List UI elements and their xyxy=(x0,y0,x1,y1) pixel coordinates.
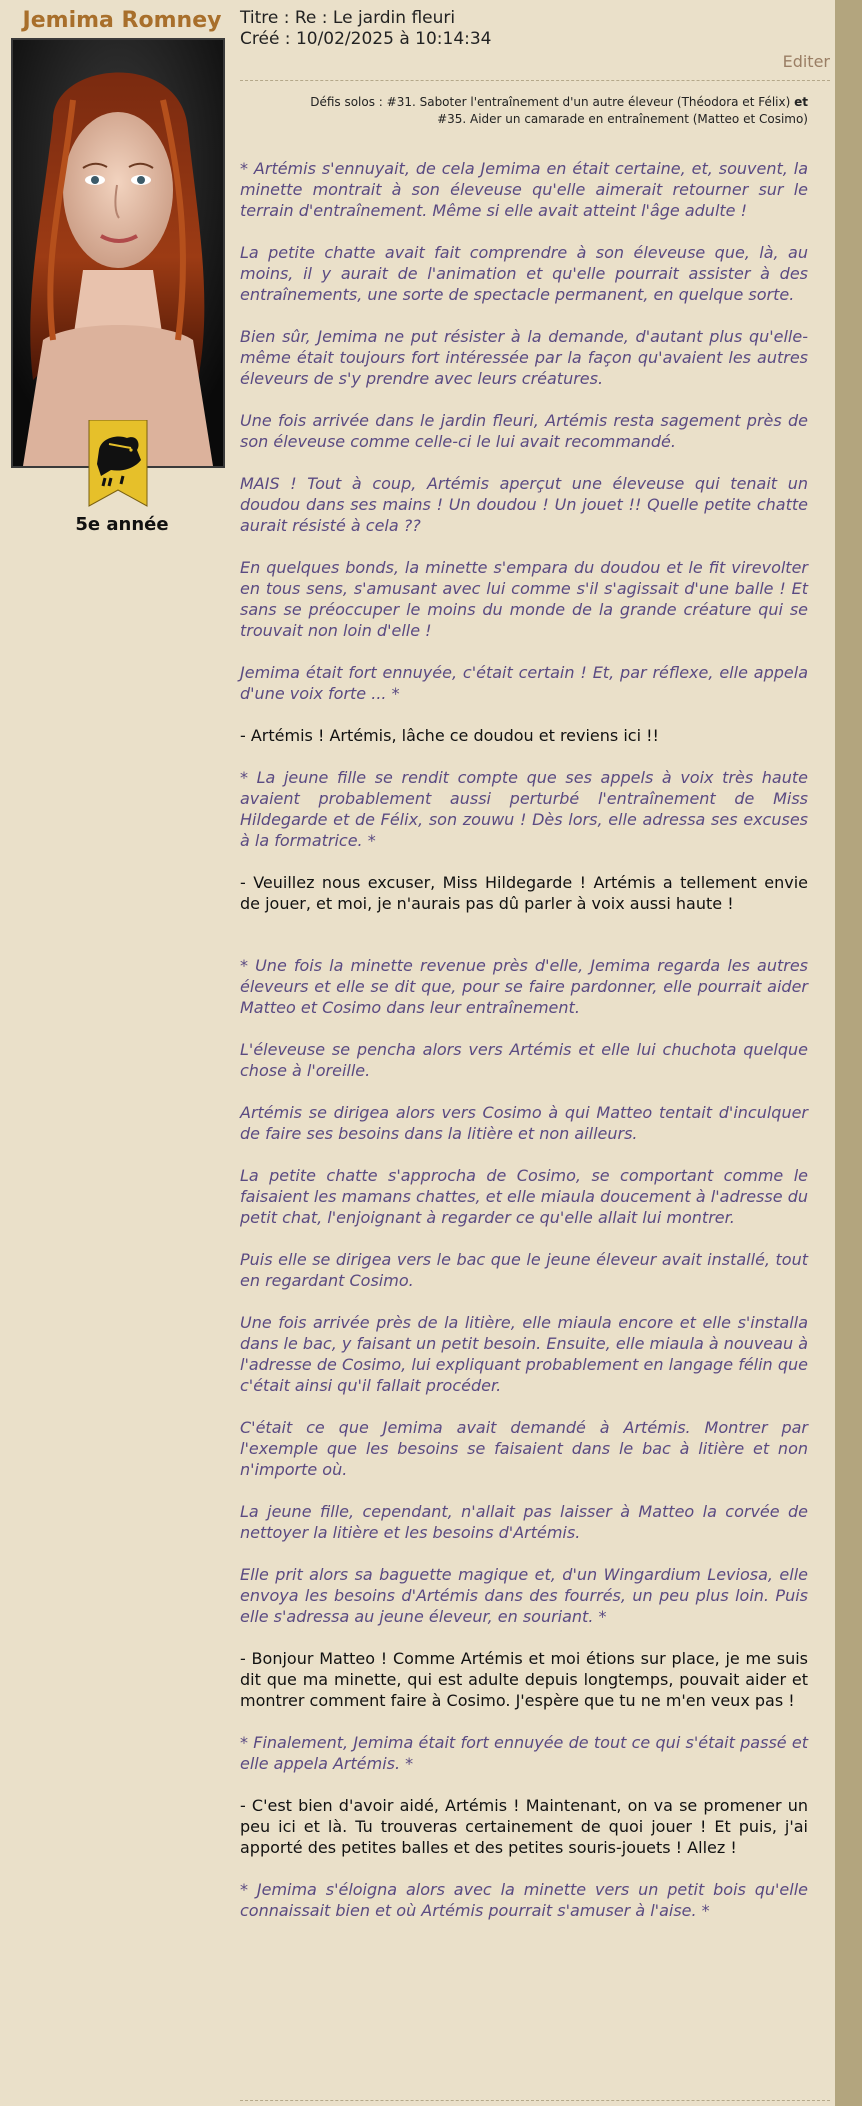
challenge-35: #35. Aider un camarade en entraînement (Matteo et Cosimo) xyxy=(437,112,808,126)
author-name[interactable]: Jemima Romney xyxy=(22,8,222,33)
post-paragraph: La petite chatte avait fait comprendre à son éleveuse que, là, au moins, il y aurait de l'animation et qu'elle pourrait assister à des entraînements, une sorte de spectacle permanent, en quelque sorte. xyxy=(240,243,808,304)
post-paragraph: La jeune fille, cependant, n'allait pas laisser à Matteo la corvée de nettoyer la litière et les besoins d'Artémis. xyxy=(240,1502,808,1542)
post-title: Titre : Re : Le jardin fleuri xyxy=(240,8,456,28)
post-paragraph: * Finalement, Jemima était fort ennuyée de tout ce qui s'était passé et elle appela Artémis. * xyxy=(240,1733,808,1773)
dialogue-line: - Veuillez nous excuser, Miss Hildegarde ! Artémis a tellement envie de jouer, et moi, je n'aurais pas dû parler à voix aussi haute ! xyxy=(240,873,808,913)
post-body xyxy=(240,158,808,1942)
dialogue-line: - Artémis ! Artémis, lâche ce doudou et reviens ici !! xyxy=(240,726,659,745)
post-paragraph: La petite chatte s'approcha de Cosimo, se comportant comme le faisaient les mamans chattes, et elle miaula doucement à l'adresse du petit chat, l'enjoignant à regarder ce qu'elle allait lui montrer. xyxy=(240,1166,808,1227)
post xyxy=(240,8,830,1920)
edit-button[interactable]: Editer xyxy=(782,52,830,71)
post-paragraph: * Artémis s'ennuyait, de cela Jemima en était certaine, et, souvent, la minette montrait à son éleveuse qu'elle aimerait retourner sur le terrain d'entraînement. Même si elle avait atteint l'âge adulte ! xyxy=(240,159,808,220)
challenge-31: Défis solos : #31. Saboter l'entraînement d'un autre éleveur (Théodora et Félix) xyxy=(310,95,791,109)
avatar xyxy=(11,38,225,468)
dialogue-line: - C'est bien d'avoir aidé, Artémis ! Maintenant, on va se promener un peu ici et là. Tu trouveras certainement de quoi jouer ! Et puis, j'ai apporté des petites balles et des petites souris-jouets ! Allez ! xyxy=(240,1796,808,1857)
post-paragraph: Bien sûr, Jemima ne put résister à la demande, d'autant plus qu'elle-même était toujours fort intéressée par la façon qu'avaient les autres éleveurs de s'y prendre avec leurs créatures. xyxy=(240,327,808,388)
year-label: 5e année xyxy=(75,514,169,535)
post-created-date: Créé : 10/02/2025 à 10:14:34 xyxy=(240,29,492,49)
spacer xyxy=(240,935,808,955)
post-paragraph: Elle prit alors sa baguette magique et, d'un Wingardium Leviosa, elle envoya les besoins d'Artémis dans des fourrés, un peu plus loin. Puis elle s'adressa au jeune éleveur, en souriant. * xyxy=(240,1565,808,1626)
dialogue-line: - Bonjour Matteo ! Comme Artémis et moi étions sur place, je me suis dit que ma minette, qui est adulte depuis longtemps, pouvait aider et montrer comment faire à Cosimo. J'espère que tu ne m'en veux pas ! xyxy=(240,1649,808,1710)
divider xyxy=(240,2100,830,2101)
post-paragraph: Artémis se dirigea alors vers Cosimo à qui Matteo tentait d'inculquer de faire ses besoins dans la litière et non ailleurs. xyxy=(240,1103,808,1143)
post-paragraph: Jemima était fort ennuyée, c'était certain ! Et, par réflexe, elle appela d'une voix forte ... * xyxy=(240,663,808,703)
challenges-note xyxy=(240,94,808,128)
post-paragraph: En quelques bonds, la minette s'empara du doudou et le fit virevolter en tous sens, s'amusant avec lui comme s'il s'agissait d'une balle ! Et sans se préoccuper le moins du monde de la grande créature qui se trouvait non loin d'elle ! xyxy=(240,558,808,640)
post-paragraph: Une fois arrivée près de la litière, elle miaula encore et elle s'installa dans le bac, y faisant un petit besoin. Ensuite, elle miaula à nouveau à l'adresse de Cosimo, lui expliquant probablement en langage félin que c'était ainsi qu'il fallait procéder. xyxy=(240,1313,808,1395)
post-paragraph: Une fois arrivée dans le jardin fleuri, Artémis resta sagement près de son éleveuse comme celle-ci le lui avait recommandé. xyxy=(240,411,808,451)
post-paragraph: C'était ce que Jemima avait demandé à Artémis. Montrer par l'exemple que les besoins se faisaient dans le bac à litière et non n'importe où. xyxy=(240,1418,808,1479)
divider xyxy=(240,80,830,81)
post-paragraph: * La jeune fille se rendit compte que ses appels à voix très haute avaient probablement aussi perturbé l'entraînement de Miss Hildegarde et de Félix, son zouwu ! Dès lors, elle adressa ses excuses à la formatrice. * xyxy=(240,768,808,850)
post-paragraph: MAIS ! Tout à coup, Artémis aperçut une éleveuse qui tenait un doudou dans ses mains ! Un doudou ! Un jouet !! Quelle petite chatte aurait résisté à cela ?? xyxy=(240,474,808,535)
post-paragraph: Puis elle se dirigea vers le bac que le jeune éleveur avait installé, tout en regardant Cosimo. xyxy=(240,1250,808,1290)
post-paragraph: * Jemima s'éloigna alors avec la minette vers un petit bois qu'elle connaissait bien et où Artémis pourrait s'amuser à l'aise. * xyxy=(240,1880,808,1920)
challenge-conjunction: et xyxy=(794,95,808,109)
page-side-border xyxy=(835,0,862,2106)
post-paragraph: L'éleveuse se pencha alors vers Artémis et elle lui chuchota quelque chose à l'oreille. xyxy=(240,1040,808,1080)
post-paragraph: * Une fois la minette revenue près d'elle, Jemima regarda les autres éleveurs et elle se dit que, pour se faire pardonner, elle pourrait aider Matteo et Cosimo dans leur entraînement. xyxy=(240,956,808,1017)
badger-crest-icon xyxy=(87,420,149,508)
